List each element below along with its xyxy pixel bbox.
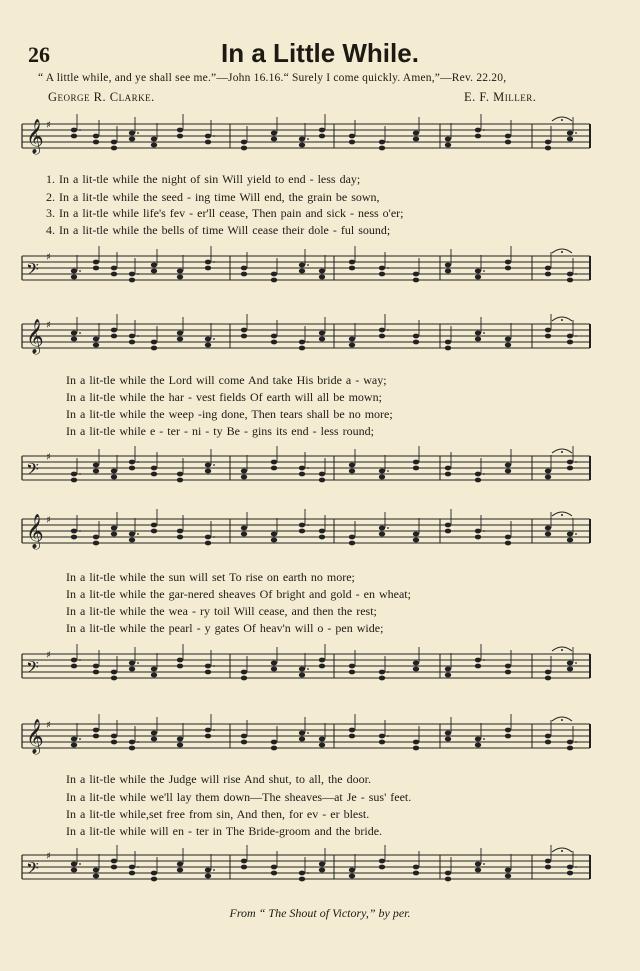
composer: E. F. Miller. bbox=[464, 90, 537, 104]
svg-text:♯: ♯ bbox=[46, 720, 51, 731]
svg-text:♯: ♯ bbox=[46, 120, 51, 131]
bass-clef-icon: 𝄢 bbox=[26, 657, 39, 681]
svg-text:♯: ♯ bbox=[46, 515, 51, 526]
lyric-line: In a lit-tle while the har - vest fields Of earth will all be mown; bbox=[66, 390, 382, 404]
hymn-title: In a Little While. bbox=[221, 38, 419, 68]
svg-text:♯: ♯ bbox=[46, 650, 51, 661]
lyric-line: In a lit-tle while the pearl - y gates Of heav'n will o - pen wide; bbox=[66, 621, 384, 635]
treble-staff bbox=[22, 507, 592, 567]
bass-staff bbox=[22, 642, 592, 702]
bass-staff bbox=[22, 843, 592, 903]
svg-text:♯: ♯ bbox=[46, 320, 51, 331]
svg-text:♯: ♯ bbox=[46, 851, 51, 862]
lyric-line: In a lit-tle while e - ter - ni - ty Be - gins its end - less round; bbox=[66, 424, 374, 438]
bass-clef-icon: 𝄢 bbox=[26, 459, 39, 483]
lyric-line: In a lit-tle while the gar-nered sheaves Of bright and gold - en wheat; bbox=[66, 587, 411, 601]
treble-staff bbox=[22, 312, 592, 372]
lyric-line: In a lit-tle while the wea - ry toil Will cease, and then the rest; bbox=[66, 604, 377, 618]
treble-clef-icon: 𝄞 bbox=[26, 119, 44, 154]
treble-staff bbox=[22, 112, 592, 172]
bass-staff bbox=[22, 244, 592, 304]
epigraph: “ A little while, and ye shall see me.”—John 16.16.“ Surely I come quickly. Amen,”—Rev. 22.20, bbox=[38, 72, 507, 84]
lyric-line: In a lit-tle while,set free from sin, And then, for ev - er blest. bbox=[66, 807, 370, 821]
treble-clef-icon: 𝄞 bbox=[26, 719, 44, 754]
lyric-line: In a lit-tle while the Lord will come And take His bride a - way; bbox=[66, 373, 387, 387]
lyric-line: 3. In a lit-tle while life's fev - er'll cease, Then pain and sick - ness o'er; bbox=[46, 206, 404, 220]
svg-text:♯: ♯ bbox=[46, 452, 51, 463]
treble-staff bbox=[22, 712, 592, 772]
lyric-line: In a lit-tle while the Judge will rise And shut, to all, the door. bbox=[66, 772, 371, 786]
lyric-line: In a lit-tle while will en - ter in The Bride-groom and the bride. bbox=[66, 824, 383, 838]
lyric-line: In a lit-tle while the sun will set To rise on earth no more; bbox=[66, 570, 355, 584]
lyricist: George R. Clarke. bbox=[48, 90, 155, 104]
svg-text:♯: ♯ bbox=[46, 252, 51, 263]
lyric-line: In a lit-tle while we'll lay them down—The sheaves—at Je - sus' feet. bbox=[66, 790, 412, 804]
lyric-line: 4. In a lit-tle while the bells of time Will cease their dole - ful sound; bbox=[46, 223, 391, 237]
treble-clef-icon: 𝄞 bbox=[26, 319, 44, 354]
lyric-line: 2. In a lit-tle while the seed - ing time Will end, the grain be sown, bbox=[46, 190, 380, 204]
page-number: 26 bbox=[28, 42, 50, 67]
bass-staff bbox=[22, 444, 592, 504]
source-credit: From “ The Shout of Victory,” by per. bbox=[229, 906, 411, 920]
lyric-line: In a lit-tle while the weep -ing done, Then tears shall be no more; bbox=[66, 407, 393, 421]
bass-clef-icon: 𝄢 bbox=[26, 259, 39, 283]
lyric-line: 1. In a lit-tle while the night of sin Will yield to end - less day; bbox=[46, 172, 361, 186]
bass-clef-icon: 𝄢 bbox=[26, 858, 39, 882]
treble-clef-icon: 𝄞 bbox=[26, 514, 44, 549]
